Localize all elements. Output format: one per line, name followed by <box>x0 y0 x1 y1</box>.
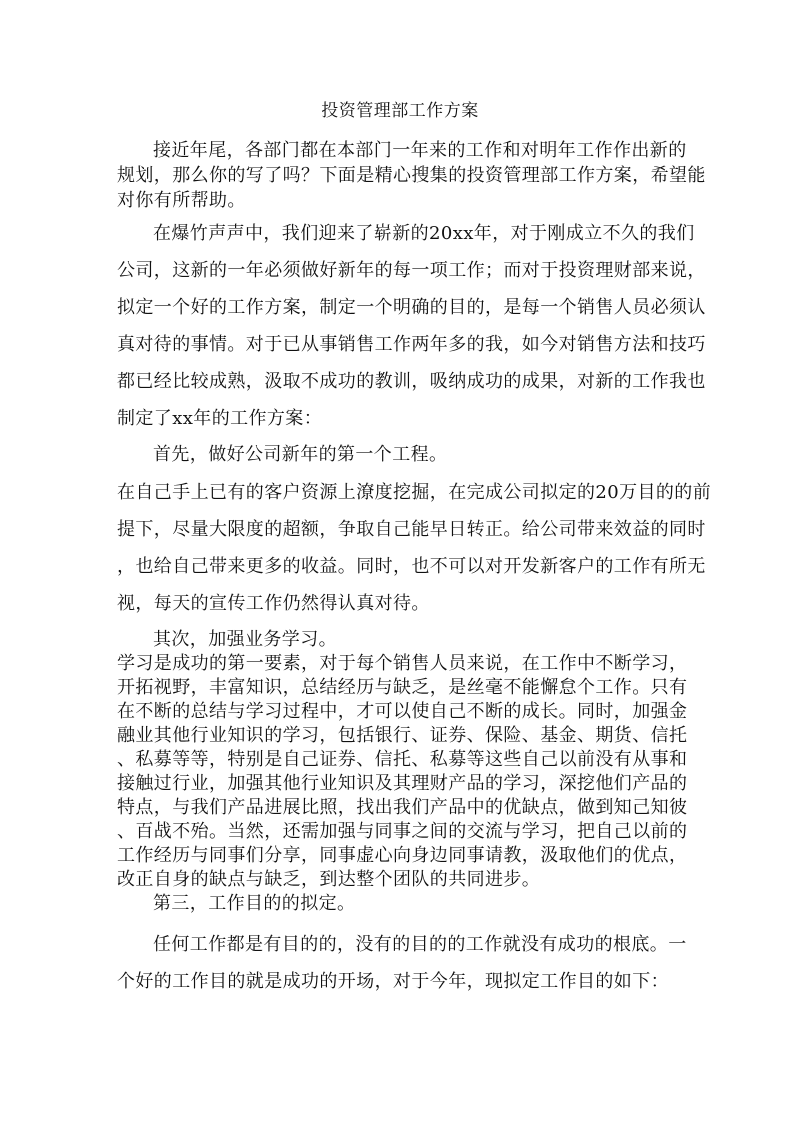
paragraph-line: 融业其他行业知识的学习，包括银行、证券、保险、基金、期货、信托 <box>117 725 688 746</box>
paragraph-line: 首先，做好公司新年的第一个工程。 <box>153 444 448 465</box>
paragraph-line: 、私募等等，特别是自己证券、信托、私募等这些自己以前没有从事和 <box>117 749 688 770</box>
paragraph-line: 在不断的总结与学习过程中，才可以使自己不断的成长。同时，加强金 <box>117 701 688 722</box>
paragraph-line: 制定了xx年的工作方案： <box>117 408 323 429</box>
paragraph-line: 都已经比较成熟，汲取不成功的教训，吸纳成功的成果，对新的工作我也 <box>117 371 706 392</box>
paragraph-line: 其次，加强业务学习。 <box>153 629 337 650</box>
paragraph-line: 视，每天的宣传工作仍然得认真对待。 <box>117 593 430 614</box>
paragraph-line: 拟定一个好的工作方案，制定一个明确的目的，是每一个销售人员必须认 <box>117 297 706 318</box>
paragraph-line: 学习是成功的第一要素，对于每个销售人员来说，在工作中不断学习， <box>117 653 688 674</box>
paragraph-line: 在爆竹声声中，我们迎来了崭新的20xx年，对于刚成立不久的我们 <box>153 223 695 244</box>
paragraph-line: 开拓视野，丰富知识，总结经历与缺乏，是丝毫不能懈怠个工作。只有 <box>117 677 688 698</box>
paragraph-line: 接触过行业，加强其他行业知识及其理财产品的学习，深挖他们产品的 <box>117 773 688 794</box>
paragraph-line: 提下，尽量大限度的超额，争取自己能早日转正。给公司带来效益的同时 <box>117 519 706 540</box>
paragraph-line: 第三，工作目的的拟定。 <box>153 893 356 914</box>
paragraph-line: 在自己手上已有的客户资源上潦度挖掘，在完成公司拟定的20万目的的前 <box>117 482 712 503</box>
paragraph-line: 公司，这新的一年必须做好新年的每一项工作；而对于投资理财部来说， <box>117 260 706 281</box>
paragraph-line: 任何工作都是有目的的，没有的目的的工作就没有成功的根底。一 <box>153 934 687 955</box>
paragraph-line: 特点，与我们产品进展比照，找出我们产品中的优缺点，做到知己知彼 <box>117 797 688 818</box>
paragraph-line: 对你有所帮助。 <box>117 190 246 211</box>
paragraph-line: 改正自身的缺点与缺乏，到达整个团队的共同进步。 <box>117 869 541 890</box>
paragraph-line: 接近年尾，各部门都在本部门一年来的工作和对明年工作作出新的 <box>153 140 687 161</box>
paragraph-line: 真对待的事情。对于已从事销售工作两年多的我，如今对销售方法和技巧 <box>117 334 706 355</box>
paragraph-line: 规划，那么你的写了吗？下面是精心搜集的投资管理部工作方案，希望能 <box>117 165 706 186</box>
paragraph-line: 、百战不殆。当然，还需加强与同事之间的交流与学习，把自己以前的 <box>117 821 688 842</box>
document-title: 投资管理部工作方案 <box>321 101 479 121</box>
paragraph-line: ，也给自己带来更多的收益。同时，也不可以对开发新客户的工作有所无 <box>117 556 706 577</box>
paragraph-line: 工作经历与同事们分享，同事虚心向身边同事请教，汲取他们的优点， <box>117 845 688 866</box>
paragraph-line: 个好的工作目的就是成功的开场，对于今年，现拟定工作目的如下： <box>117 971 669 992</box>
